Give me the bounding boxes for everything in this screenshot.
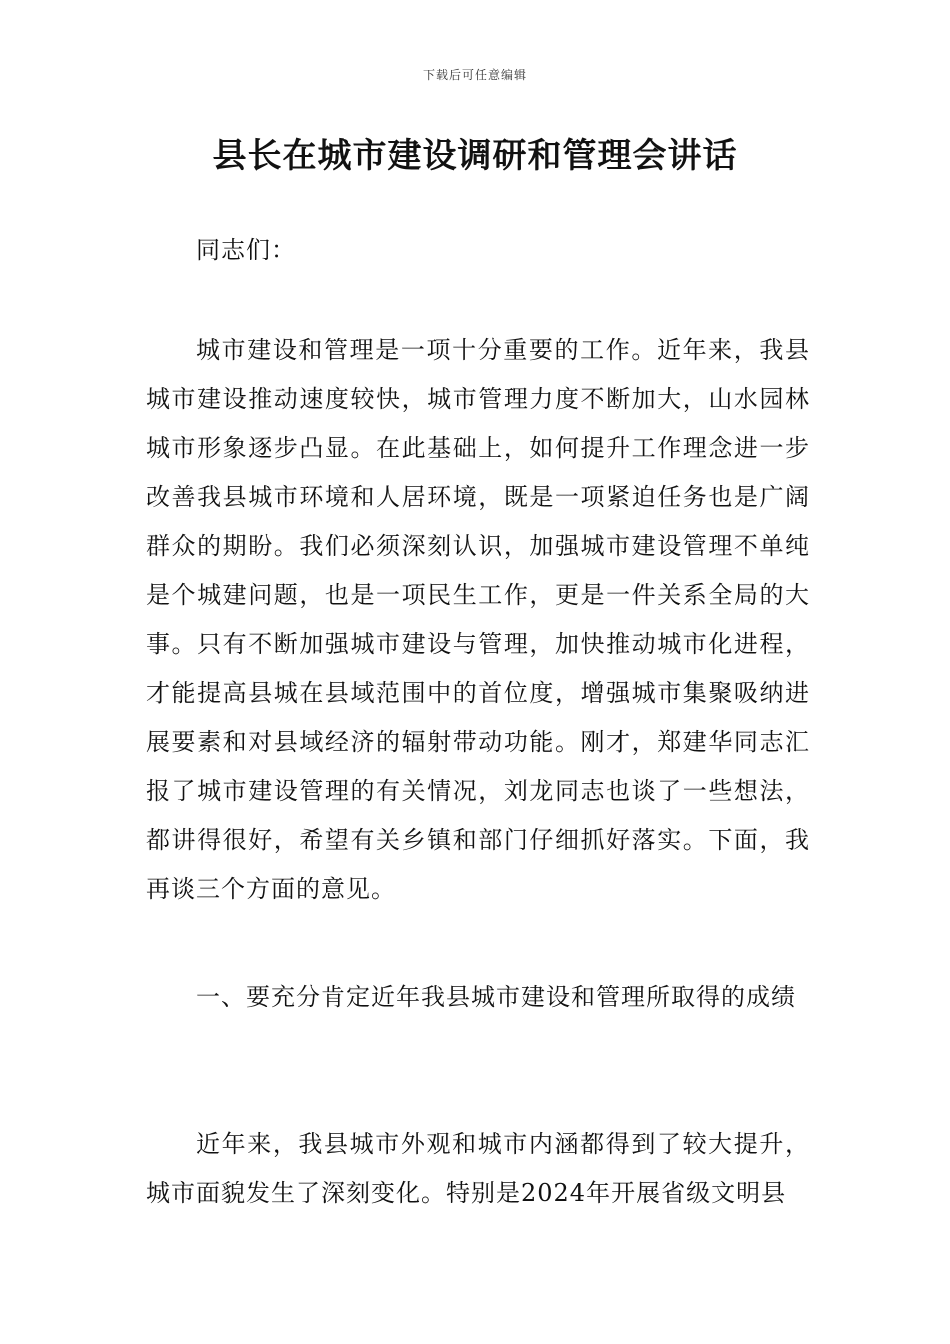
- body-paragraph: 城市建设和管理是一项十分重要的工作。近年来，我县城市建设推动速度较快，城市管理力度不断加大，山水园林城市形象逐步凸显。在此基础上，如何提升工作理念进一步改善我县城市环境和人居环境，既是一项紧迫任务也是广阔群众的期盼。我们必须深刻认识，加强城市建设管理不单纯是个城建问题，也是一项民生工作，更是一件关系全局的大事。只有不断加强城市建设与管理，加快推动城市化进程，才能提高县城在县域范围中的首位度，增强城市集聚吸纳进展要素和对县域经济的辐射带动功能。刚才，郑建华同志汇报了城市建设管理的有关情况，刘龙同志也谈了一些想法，都讲得很好，希望有关乡镇和部门仔细抓好落实。下面，我再谈三个方面的意见。: [146, 336, 810, 903]
- section-heading: 一、要充分肯定近年我县城市建设和管理所取得的成绩: [196, 983, 796, 1011]
- body-paragraph: 近年来，我县城市外观和城市内涵都得到了较大提升，城市面貌发生了深刻变化。特别是2024年开展省级文明县: [146, 1130, 810, 1207]
- salutation: 同志们：: [196, 236, 296, 264]
- header-note: 下载后可任意编辑: [422, 68, 527, 82]
- document-title: 县长在城市建设调研和管理会讲话: [212, 136, 738, 176]
